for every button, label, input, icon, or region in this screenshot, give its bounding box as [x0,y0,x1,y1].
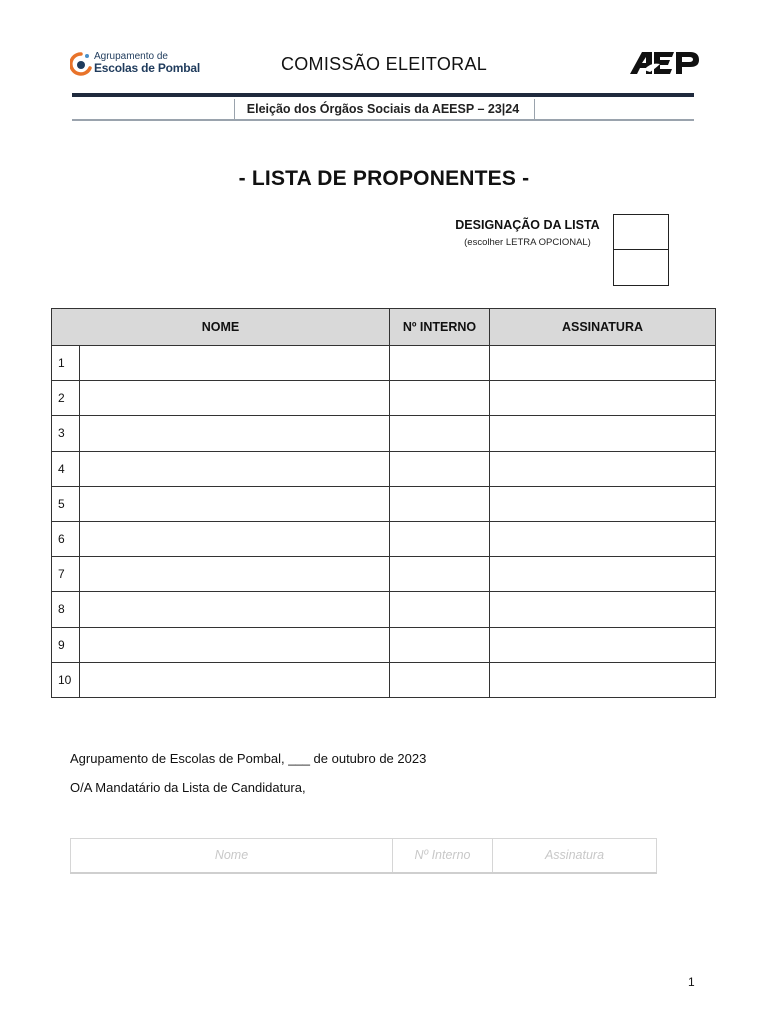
representative-signature-table [70,838,657,874]
name-cell[interactable] [80,416,390,451]
signature-cell[interactable] [490,592,716,627]
signature-cell[interactable] [490,451,716,486]
internal-number-cell[interactable] [390,381,490,416]
internal-number-cell[interactable] [390,521,490,556]
column-header-signature: ASSINATURA [490,309,716,346]
table-row [52,662,716,697]
internal-number-cell[interactable] [390,662,490,697]
row-number: 6 [52,521,80,556]
signature-name-field[interactable]: Nome [71,839,393,873]
signature-internal-number-field[interactable]: Nº Interno [393,839,493,873]
name-cell[interactable] [80,381,390,416]
logo-text-line1: Agrupamento de [94,51,168,62]
name-cell[interactable] [80,627,390,662]
table-row [52,627,716,662]
name-cell[interactable] [80,521,390,556]
internal-number-cell[interactable] [390,627,490,662]
name-cell[interactable] [80,451,390,486]
aep-logo-icon [630,50,700,76]
internal-number-cell[interactable] [390,486,490,521]
row-number: 4 [52,451,80,486]
name-cell[interactable] [80,346,390,381]
table-row [52,381,716,416]
row-number: 10 [52,662,80,697]
table-row [52,346,716,381]
name-cell[interactable] [80,486,390,521]
logo-text-line2: Escolas de Pombal [94,61,200,75]
place-date-line: Agrupamento de Escolas de Pombal, ___ de outubro de 2023 [70,751,427,766]
row-number: 3 [52,416,80,451]
signature-cell[interactable] [490,662,716,697]
column-header-internal-number: Nº INTERNO [390,309,490,346]
internal-number-cell[interactable] [390,557,490,592]
signature-cell[interactable] [490,381,716,416]
election-subtitle: Eleição dos Órgãos Sociais da AEESP – 23|24 [246,102,520,116]
name-cell[interactable] [80,592,390,627]
page-title: - LISTA DE PROPONENTES - [238,167,530,190]
row-number: 9 [52,627,80,662]
signature-cell[interactable] [490,557,716,592]
table-row [52,416,716,451]
designation-input-box[interactable] [613,214,669,286]
designation-hint: (escolher LETRA OPCIONAL) [464,237,591,248]
row-number: 2 [52,381,80,416]
signature-cell[interactable] [490,521,716,556]
row-number: 7 [52,557,80,592]
internal-number-cell[interactable] [390,451,490,486]
internal-number-cell[interactable] [390,416,490,451]
proponents-table [51,308,716,698]
row-number: 1 [52,346,80,381]
name-cell[interactable] [80,557,390,592]
signature-cell[interactable] [490,486,716,521]
header-title: COMISSÃO ELEITORAL [280,54,488,74]
signature-cell[interactable] [490,627,716,662]
row-number: 8 [52,592,80,627]
table-header-row [52,309,716,346]
row-number: 5 [52,486,80,521]
name-cell[interactable] [80,662,390,697]
representative-line: O/A Mandatário da Lista de Candidatura, [70,780,306,795]
signature-row [71,839,657,873]
header-rule [72,93,694,97]
signature-cell[interactable] [490,416,716,451]
signature-field[interactable]: Assinatura [493,839,657,873]
signature-cell[interactable] [490,346,716,381]
table-row [52,486,716,521]
designation-label: DESIGNAÇÃO DA LISTA [455,218,600,232]
internal-number-cell[interactable] [390,346,490,381]
column-header-name: NOME [52,309,390,346]
internal-number-cell[interactable] [390,592,490,627]
table-row [52,557,716,592]
table-row [52,521,716,556]
table-row [52,592,716,627]
page-number: 1 [688,975,695,989]
table-row [52,451,716,486]
